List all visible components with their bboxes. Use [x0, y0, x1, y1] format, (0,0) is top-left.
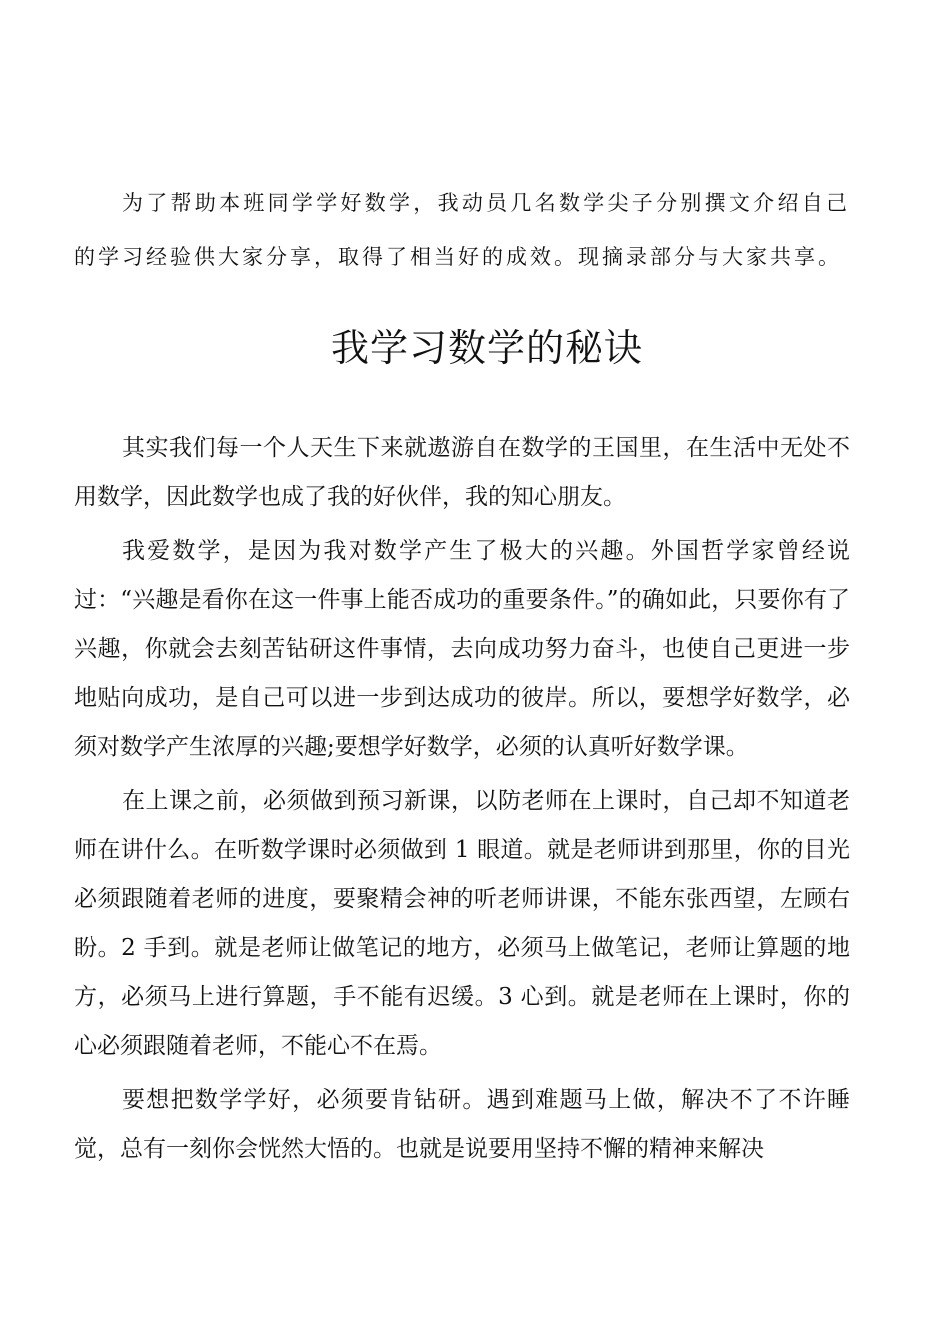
body-paragraph: 我爱数学，是因为我对数学产生了极大的兴趣。外国哲学家曾经说过：“兴趣是看你在这一件事上能否成功的重要条件。”的确如此，只要你有了兴趣，你就会去刻苦钻研这件事情，去向成功努力奋斗，也使自己更进一步地贴向成功，是自己可以进一步到达成功的彼岸。所以，要想学好数学，必须对数学产生浓厚的兴趣;要想学好数学，必须的认真听好数学课。 — [74, 538, 850, 760]
body-paragraph: 在上课之前，必须做到预习新课，以防老师在上课时，自己却不知道老师在讲什么。在听数学课时必须做到 1 眼道。就是老师讲到那里，你的目光必须跟随着老师的进度，要聚精会神的听老师讲课，不能东张西望，左顾右盼。2 手到。就是老师让做笔记的地方，必须马上做笔记，老师让算题的地方，必须马上进行算题，手不能有迟缓。3 心到。就是老师在上课时，你的心必须跟随着老师，不能心不在焉。 — [74, 788, 850, 1059]
intro-paragraph: 为了帮助本班同学学好数学，我动员几名数学尖子分别撰文介绍自己的学习经验供大家分享，取得了相当好的成效。现摘录部分与大家共享。 — [74, 191, 850, 269]
body-paragraph: 要想把数学学好，必须要肯钻研。遇到难题马上做，解决不了不许睡觉，总有一刻你会恍然大悟的。也就是说要用坚持不懈的精神来解决 — [74, 1087, 850, 1162]
body-paragraph: 其实我们每一个人天生下来就遨游自在数学的王国里，在生活中无处不用数学，因此数学也成了我的好伙伴，我的知心朋友。 — [74, 435, 850, 510]
article-title: 我学习数学的秘诀 — [330, 326, 643, 370]
article-body — [74, 424, 850, 1179]
